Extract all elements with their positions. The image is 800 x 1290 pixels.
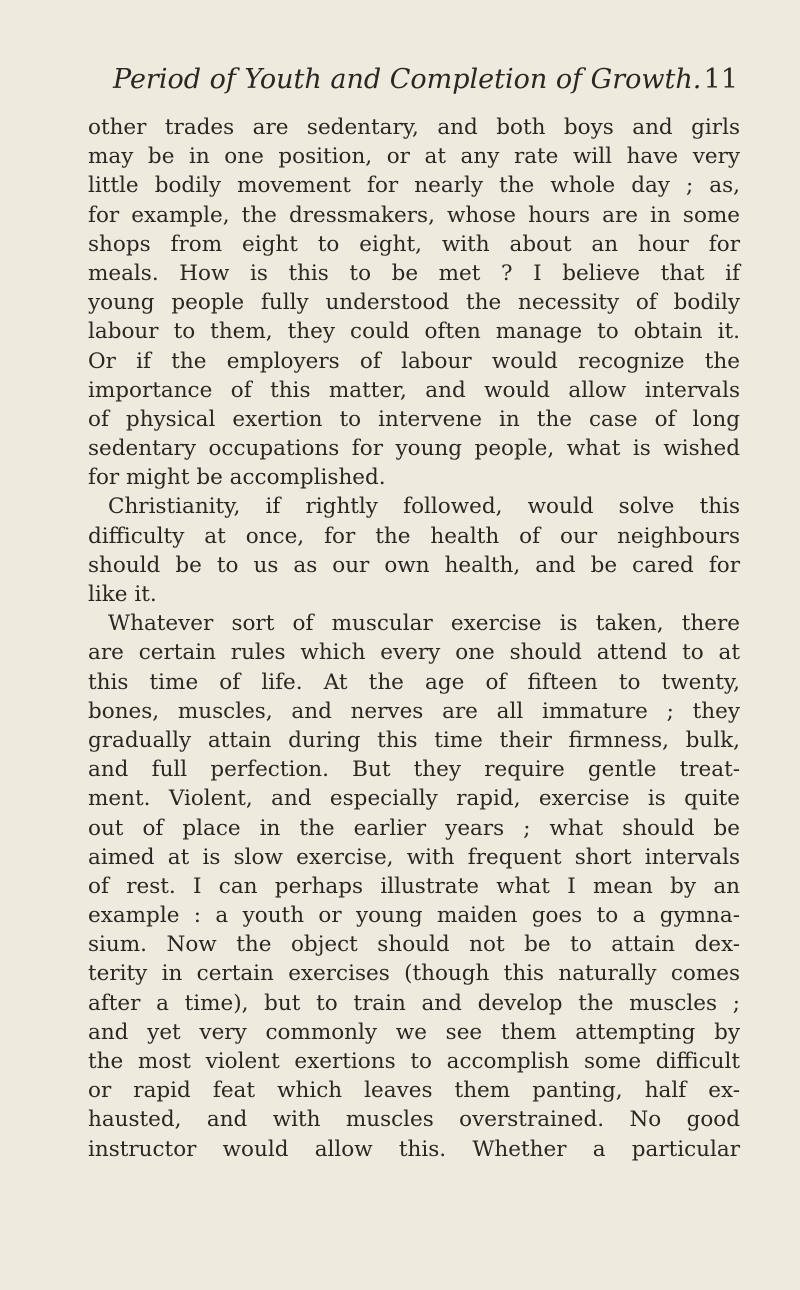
text-line: or rapid feat which leaves them panting, half ex- [88, 1078, 740, 1104]
text-line: and yet very commonly we see them attempting by [88, 1019, 740, 1045]
text-line: should be to us as our own health, and be cared for [88, 552, 740, 578]
text-line: of rest. I can perhaps illustrate what I mean by an [88, 873, 740, 899]
text-line: ment. Violent, and especially rapid, exercise is quite [88, 786, 740, 812]
text-line: other trades are sedentary, and both boys and girls [88, 115, 740, 140]
text-line: young people fully understood the necessity of bodily [88, 290, 740, 316]
text-line: sedentary occupations for young people, what is wished [88, 436, 740, 462]
running-title: Period of Youth and Completion of Growth. [113, 64, 702, 95]
text-line: shops from eight to eight, with about an hour for [88, 231, 740, 257]
text-line: aimed at is slow exercise, with frequent short intervals [88, 844, 740, 870]
text-line: importance of this matter, and would allow intervals [88, 377, 740, 403]
page-header [88, 64, 738, 104]
text-line: meals. How is this to be met ? I believe that if [88, 260, 740, 286]
text-line: instructor would allow this. Whether a particular [88, 1136, 740, 1162]
page-number: 11 [703, 64, 738, 95]
text-line: difficulty at once, for the health of our neighbours [88, 523, 740, 549]
text-line: gradually attain during this time their firmness, bulk, [88, 727, 740, 753]
text-line: example : a youth or young maiden goes to a gymna- [88, 903, 740, 929]
text-line: sium. Now the object should not be to attain dex- [88, 932, 740, 958]
text-line: and full perfection. But they require gentle treat- [88, 757, 740, 783]
text-line: terity in certain exercises (though this naturally comes [88, 961, 740, 987]
text-line: this time of life. At the age of fifteen to twenty, [88, 669, 740, 695]
text-line: out of place in the earlier years ; what should be [88, 815, 740, 841]
text-line: labour to them, they could often manage to obtain it. [88, 319, 740, 345]
text-line: Or if the employers of labour would recognize the [88, 348, 740, 374]
text-line: for example, the dressmakers, whose hours are in some [88, 202, 740, 228]
text-line: Christianity, if rightly followed, would solve this [108, 494, 740, 520]
text-line: little bodily movement for nearly the whole day ; as, [88, 173, 740, 199]
text-line: the most violent exertions to accomplish some difficult [88, 1049, 740, 1074]
text-line: may be in one position, or at any rate will have very [88, 144, 740, 170]
body-text [88, 113, 740, 1164]
text-line: bones, muscles, and nerves are all immature ; they [88, 698, 740, 724]
text-line: of physical exertion to intervene in the case of long [88, 406, 740, 432]
text-line: Whatever sort of muscular exercise is taken, there [108, 611, 740, 637]
text-line: like it. [88, 582, 157, 607]
text-line: hausted, and with muscles overstrained. No good [88, 1107, 740, 1133]
text-line: are certain rules which every one should attend to at [88, 640, 740, 666]
text-line: for might be accomplished. [88, 465, 386, 491]
text-line: after a time), but to train and develop the muscles ; [88, 990, 740, 1016]
